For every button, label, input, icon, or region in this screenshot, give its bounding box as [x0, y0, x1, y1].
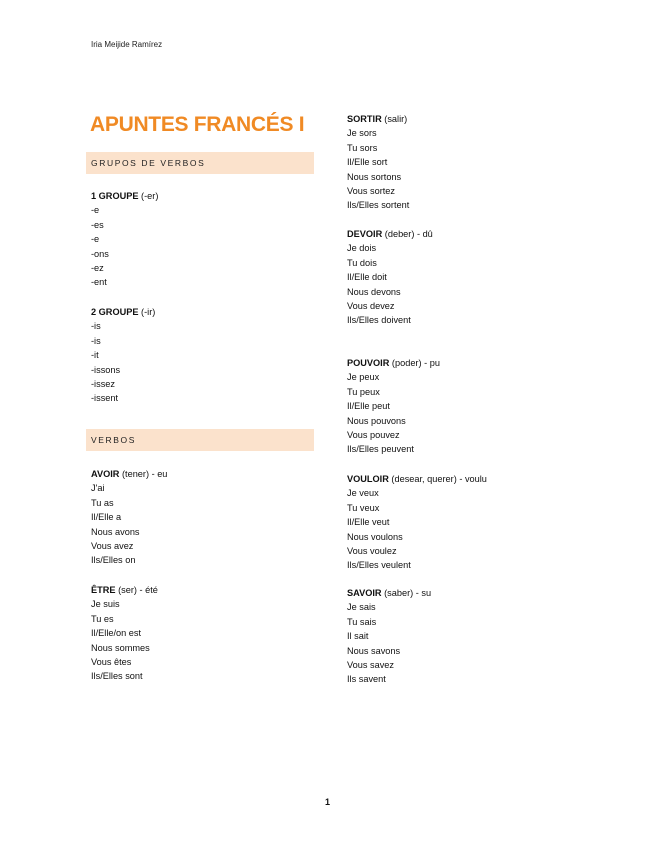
verb-block — [347, 586, 431, 687]
conjugation-line: Vous devez — [347, 301, 395, 312]
verb-heading — [347, 356, 440, 370]
conjugation-line: Nous sommes — [91, 642, 150, 653]
conjugation-line: Tu dois — [347, 257, 377, 268]
ending-item: -issons — [91, 364, 121, 375]
verb-heading — [347, 227, 433, 241]
conjugation-line: Nous devons — [347, 286, 401, 297]
conjugation-line: Je sais — [347, 602, 376, 613]
heading-note: (poder) - pu — [389, 358, 440, 368]
ending-item: -issent — [91, 393, 119, 404]
conjugation-line: Il/Elle a — [91, 512, 122, 523]
group-heading — [91, 305, 155, 319]
verb-block — [91, 467, 167, 568]
conjugation-line: Il/Elle peut — [347, 401, 390, 412]
conjugation-line: Nous voulons — [347, 531, 403, 542]
conjugation-line: Tu sors — [347, 142, 378, 153]
conjugation-line: Nous sortons — [347, 171, 402, 182]
ending-item: -issez — [91, 379, 115, 390]
verb-block — [347, 472, 487, 573]
heading-note: (-ir) — [138, 307, 156, 317]
heading-name: AVOIR — [91, 469, 120, 479]
conjugation-line: Il/Elle sort — [347, 157, 388, 168]
conjugation-line: Ils/Elles doivent — [347, 315, 411, 326]
group-block — [91, 305, 155, 406]
author-header: Iria Meijide Ramírez — [91, 40, 163, 49]
conjugation-line: Tu es — [91, 613, 114, 624]
section-heading-verbos: VERBOS — [86, 429, 314, 451]
verb-heading — [91, 583, 158, 597]
ending-item: -is — [91, 335, 101, 346]
conjugation-line: Il/Elle doit — [347, 272, 387, 283]
heading-note: (ser) - été — [115, 585, 158, 595]
heading-name: 1 GROUPE — [91, 191, 139, 201]
ending-item: -e — [91, 234, 100, 245]
conjugation-line: Vous voulez — [347, 546, 397, 557]
ending-item: -es — [91, 219, 104, 230]
conjugation-line: Vous êtes — [91, 657, 132, 668]
verb-block — [91, 583, 158, 684]
heading-note: (saber) - su — [381, 588, 432, 598]
ending-item: -ons — [91, 248, 109, 259]
verb-heading — [347, 112, 409, 126]
conjugation-line: Il/Elle/on est — [91, 628, 142, 639]
conjugation-line: Vous sortez — [347, 186, 396, 197]
conjugation-line: Vous savez — [347, 660, 394, 671]
ending-item: -e — [91, 205, 100, 216]
conjugation-line: Ils savent — [347, 674, 386, 685]
conjugation-line: Il/Elle veut — [347, 517, 390, 528]
verb-heading — [347, 472, 487, 486]
heading-note: (deber) - dû — [382, 229, 433, 239]
conjugation-line: Je peux — [347, 372, 380, 383]
heading-name: ÊTRE — [91, 585, 116, 595]
conjugation-line: Tu as — [91, 497, 114, 508]
verb-block — [347, 227, 433, 328]
page-number: 1 — [324, 797, 330, 807]
conjugation-line: Ils/Elles on — [91, 555, 136, 566]
conjugation-line: Tu veux — [347, 502, 380, 513]
verb-block — [347, 112, 409, 213]
conjugation-line: Nous savons — [347, 645, 401, 656]
heading-name: SORTIR — [347, 114, 382, 124]
conjugation-line: Tu sais — [347, 616, 377, 627]
conjugation-line: Je suis — [91, 599, 120, 610]
conjugation-line: Vous avez — [91, 541, 134, 552]
ending-item: -is — [91, 321, 101, 332]
conjugation-line: Il sait — [347, 631, 369, 642]
verb-heading — [347, 586, 431, 600]
verb-heading — [91, 467, 167, 481]
heading-name: POUVOIR — [347, 358, 390, 368]
ending-item: -ent — [91, 277, 107, 288]
verb-block — [347, 356, 440, 457]
heading-note: (salir) — [381, 114, 408, 124]
conjugation-line: Ils/Elles sortent — [347, 200, 410, 211]
page-title: APUNTES FRANCÉS I — [90, 113, 305, 136]
ending-item: -ez — [91, 263, 104, 274]
section-heading-grupos: GRUPOS DE VERBOS — [86, 152, 314, 174]
conjugation-line: Nous avons — [91, 526, 140, 537]
group-block — [91, 189, 158, 290]
heading-name: DEVOIR — [347, 229, 383, 239]
conjugation-line: J'ai — [91, 483, 105, 494]
ending-item: -it — [91, 350, 99, 361]
conjugation-line: Je veux — [347, 488, 379, 499]
conjugation-line: Ils/Elles peuvent — [347, 444, 414, 455]
group-heading — [91, 189, 158, 203]
conjugation-line: Je sors — [347, 128, 377, 139]
heading-note: (-er) — [138, 191, 159, 201]
conjugation-line: Nous pouvons — [347, 415, 406, 426]
conjugation-line: Ils/Elles veulent — [347, 560, 411, 571]
conjugation-line: Ils/Elles sont — [91, 671, 143, 682]
heading-name: VOULOIR — [347, 474, 389, 484]
heading-name: SAVOIR — [347, 588, 382, 598]
conjugation-line: Je dois — [347, 243, 377, 254]
heading-note: (tener) - eu — [119, 469, 168, 479]
conjugation-line: Tu peux — [347, 386, 380, 397]
heading-name: 2 GROUPE — [91, 307, 139, 317]
heading-note: (desear, querer) - voulu — [388, 474, 487, 484]
conjugation-line: Vous pouvez — [347, 430, 400, 441]
